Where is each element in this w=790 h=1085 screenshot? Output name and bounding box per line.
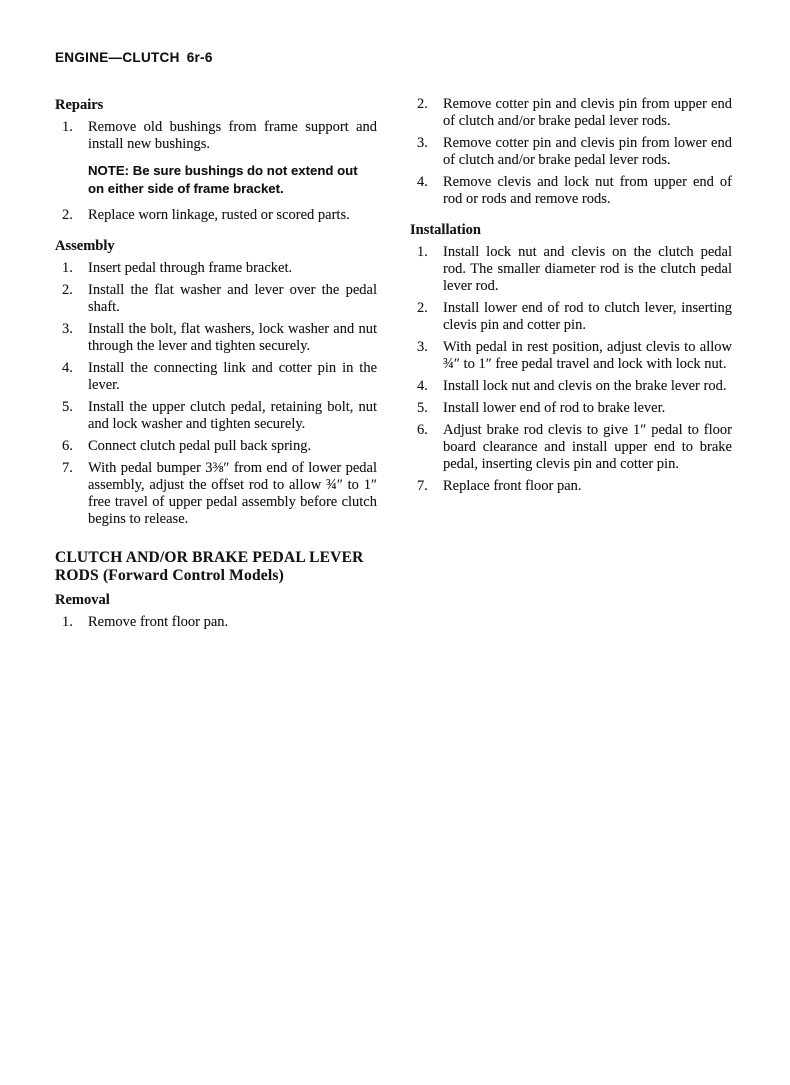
list-item bbox=[410, 300, 732, 334]
note-block: NOTE: Be sure bushings do not extend out on either side of frame bracket. bbox=[88, 163, 358, 196]
item-text: With pedal in rest position, adjust clevis to allow ¾″ to 1″ free pedal travel and lock with lock nut. bbox=[443, 339, 732, 372]
item-number: 6. bbox=[417, 422, 428, 438]
list-item bbox=[410, 339, 732, 373]
item-text: Replace front floor pan. bbox=[443, 478, 582, 494]
item-text: Remove cotter pin and clevis pin from lower end of clutch and/or brake pedal lever rods. bbox=[443, 135, 732, 168]
list-item bbox=[410, 135, 732, 169]
list-item bbox=[55, 207, 377, 224]
item-text: Remove cotter pin and clevis pin from upper end of clutch and/or brake pedal lever rods. bbox=[443, 96, 732, 129]
item-text: Install the flat washer and lever over the pedal shaft. bbox=[88, 282, 377, 315]
list-item bbox=[410, 174, 732, 208]
list-item bbox=[55, 438, 377, 455]
list-item bbox=[410, 378, 732, 395]
heading-repairs: Repairs bbox=[55, 97, 104, 113]
item-number: 3. bbox=[62, 321, 73, 337]
page-header: ENGINE—CLUTCH 6r-6 bbox=[55, 50, 213, 65]
item-number: 5. bbox=[62, 399, 73, 415]
item-text: Install lock nut and clevis on the clutch pedal rod. The smaller diameter rod is the clutch pedal lever rod. bbox=[443, 244, 732, 294]
item-number: 2. bbox=[62, 282, 73, 298]
item-text: Connect clutch pedal pull back spring. bbox=[88, 438, 312, 454]
item-text: Install lower end of rod to brake lever. bbox=[443, 400, 666, 416]
item-number: 7. bbox=[62, 460, 73, 476]
list-item bbox=[55, 614, 377, 631]
repairs-list bbox=[55, 119, 377, 224]
item-number: 4. bbox=[62, 360, 73, 376]
item-text: Install lower end of rod to clutch lever, inserting clevis pin and cotter pin. bbox=[443, 300, 732, 333]
section-title-clutch-brake-pedal-lever-rods: CLUTCH AND/OR BRAKE PEDAL LEVER RODS (Forward Control Models) bbox=[55, 549, 364, 584]
list-item bbox=[410, 244, 732, 295]
item-text: Install the connecting link and cotter pin in the lever. bbox=[88, 360, 377, 393]
item-text: Install the upper clutch pedal, retaining bolt, nut and lock washer and tighten securely. bbox=[88, 399, 377, 432]
item-text: Insert pedal through frame bracket. bbox=[88, 260, 293, 276]
item-text: Adjust brake rod clevis to give 1″ pedal to floor board clearance and install upper end to brake pedal, inserting clevis pin and cotter pin. bbox=[443, 422, 732, 472]
item-number: 1. bbox=[62, 614, 73, 630]
list-item bbox=[55, 282, 377, 316]
item-number: 1. bbox=[417, 244, 428, 260]
list-item bbox=[410, 400, 732, 417]
heading-removal: Removal bbox=[55, 592, 110, 608]
removal-list bbox=[55, 614, 377, 631]
removal-list-continued bbox=[410, 96, 732, 208]
list-item bbox=[55, 460, 377, 528]
item-number: 4. bbox=[417, 174, 428, 190]
list-item bbox=[410, 96, 732, 130]
list-item bbox=[410, 422, 732, 473]
two-column-layout bbox=[55, 96, 732, 636]
item-text: Install the bolt, flat washers, lock washer and nut through the lever and tighten securely. bbox=[88, 321, 377, 354]
item-number: 3. bbox=[417, 339, 428, 355]
item-number: 2. bbox=[417, 96, 428, 112]
item-text: Remove old bushings from frame support and install new bushings. bbox=[88, 119, 377, 152]
item-number: 2. bbox=[417, 300, 428, 316]
heading-assembly: Assembly bbox=[55, 238, 115, 254]
item-text: Remove front floor pan. bbox=[88, 614, 229, 630]
right-column bbox=[410, 96, 732, 636]
installation-list bbox=[410, 244, 732, 495]
assembly-list bbox=[55, 260, 377, 528]
list-item bbox=[410, 478, 732, 495]
list-item bbox=[55, 321, 377, 355]
list-item bbox=[55, 360, 377, 394]
list-item bbox=[55, 260, 377, 277]
left-column bbox=[55, 96, 377, 636]
item-text: Remove clevis and lock nut from upper end of rod or rods and remove rods. bbox=[443, 174, 732, 207]
item-number: 7. bbox=[417, 478, 428, 494]
list-item bbox=[55, 119, 377, 153]
item-number: 5. bbox=[417, 400, 428, 416]
item-number: 1. bbox=[62, 260, 73, 276]
item-text: Install lock nut and clevis on the brake lever rod. bbox=[443, 378, 727, 394]
item-number: 2. bbox=[62, 207, 73, 223]
item-number: 4. bbox=[417, 378, 428, 394]
heading-installation: Installation bbox=[410, 222, 481, 238]
item-text: Replace worn linkage, rusted or scored parts. bbox=[88, 207, 350, 223]
item-text: With pedal bumper 3⅜″ from end of lower pedal assembly, adjust the offset rod to allow ¾″ to 1″ free travel of upper pedal assembly before clutch begins to release. bbox=[88, 460, 377, 527]
list-item bbox=[55, 399, 377, 433]
item-number: 3. bbox=[417, 135, 428, 151]
item-number: 6. bbox=[62, 438, 73, 454]
item-number: 1. bbox=[62, 119, 73, 135]
